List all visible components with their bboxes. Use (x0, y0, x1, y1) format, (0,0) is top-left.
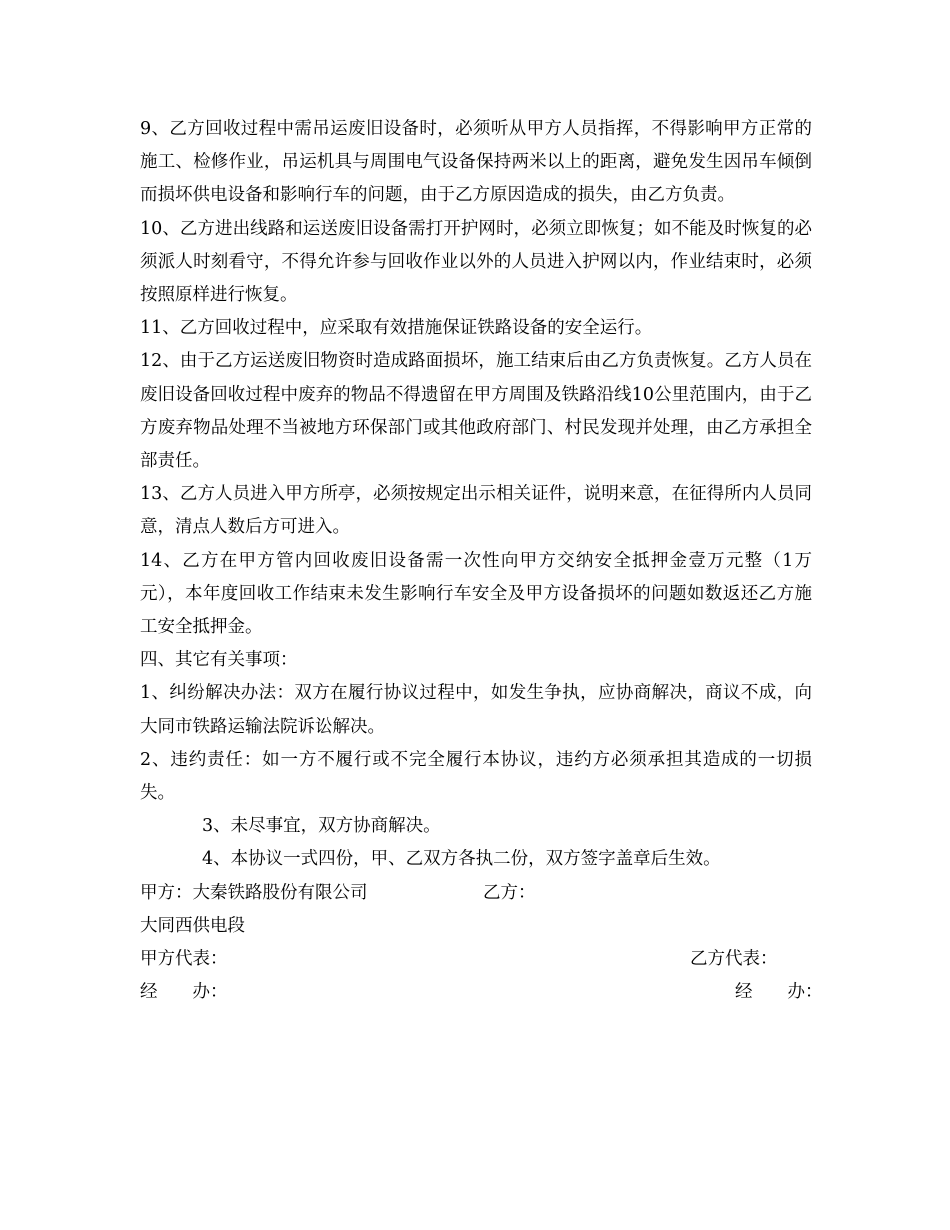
party-b-label: 乙方： (483, 882, 536, 903)
party-a-unit: 大同西供电段 (140, 915, 245, 936)
other-item-breach-liability: 2、违约责任：如一方不履行或不完全履行本协议，违约方必须承担其造成的一切损失。 (140, 749, 812, 804)
party-a-handler: 经 办： (140, 982, 228, 1003)
other-item-dispute-resolution: 1、纠纷解决办法：双方在履行协议过程中，如发生争执，应协商解决，商议不成，向大同市铁路运输法院诉讼解决。 (140, 683, 812, 737)
clause-10: 10、乙方进出线路和运送废旧设备需打开护网时，必须立即恢复；如不能及时恢复的必须派人时刻看守，不得允许参与回收作业以外的人员进入护网以内，作业结束时，必须按照原样进行恢复。 (140, 218, 812, 306)
clause-12: 12、由于乙方运送废旧物资时造成路面损坏，施工结束后由乙方负责恢复。乙方人员在废旧设备回收过程中废弃的物品不得遗留在甲方周围及铁路沿线10公里范围内，由于乙方废弃物品处理不当被地方环保部门或其他政府部门、村民发现并处理，由乙方承担全部责任。 (140, 351, 812, 472)
signature-handler-row (140, 976, 823, 1009)
clause-9: 9、乙方回收过程中需吊运废旧设备时，必须听从甲方人员指挥，不得影响甲方正常的施工、检修作业，吊运机具与周围电气设备保持两米以上的距离，避免发生因吊车倾倒而损坏供电设备和影响行车的问题，由于乙方原因造成的损失，由乙方负责。 (140, 119, 812, 206)
party-a-rep: 甲方代表： (140, 949, 228, 970)
other-item-unresolved-matters: 3、未尽事宜，双方协商解决。 (202, 816, 441, 837)
signature-rep-row (140, 943, 812, 976)
signature-unit-row (140, 910, 812, 943)
clause-14: 14、乙方在甲方管内回收废旧设备需一次性向甲方交纳安全抵押金壹万元整（1万元），本年度回收工作结束未发生影响行车安全及甲方设备损坏的问题如数返还乙方施工安全抵押金。 (140, 550, 812, 638)
party-b-handler: 经 办： (735, 982, 823, 1003)
clause-11: 11、乙方回收过程中，应采取有效措施保证铁路设备的安全运行。 (140, 318, 653, 339)
document-page (140, 113, 823, 1009)
party-a-label: 甲方：大秦铁路股份有限公司 (140, 882, 368, 903)
clause-13: 13、乙方人员进入甲方所亭，必须按规定出示相关证件，说明来意，在征得所内人员同意，清点人数后方可进入。 (140, 484, 812, 538)
other-item-copies-effect: 4、本协议一式四份，甲、乙双方各执二份，双方签字盖章后生效。 (202, 849, 721, 870)
party-b-rep: 乙方代表： (690, 949, 778, 970)
signature-party-row (140, 877, 812, 910)
section-heading-other-matters: 四、其它有关事项： (140, 650, 298, 671)
